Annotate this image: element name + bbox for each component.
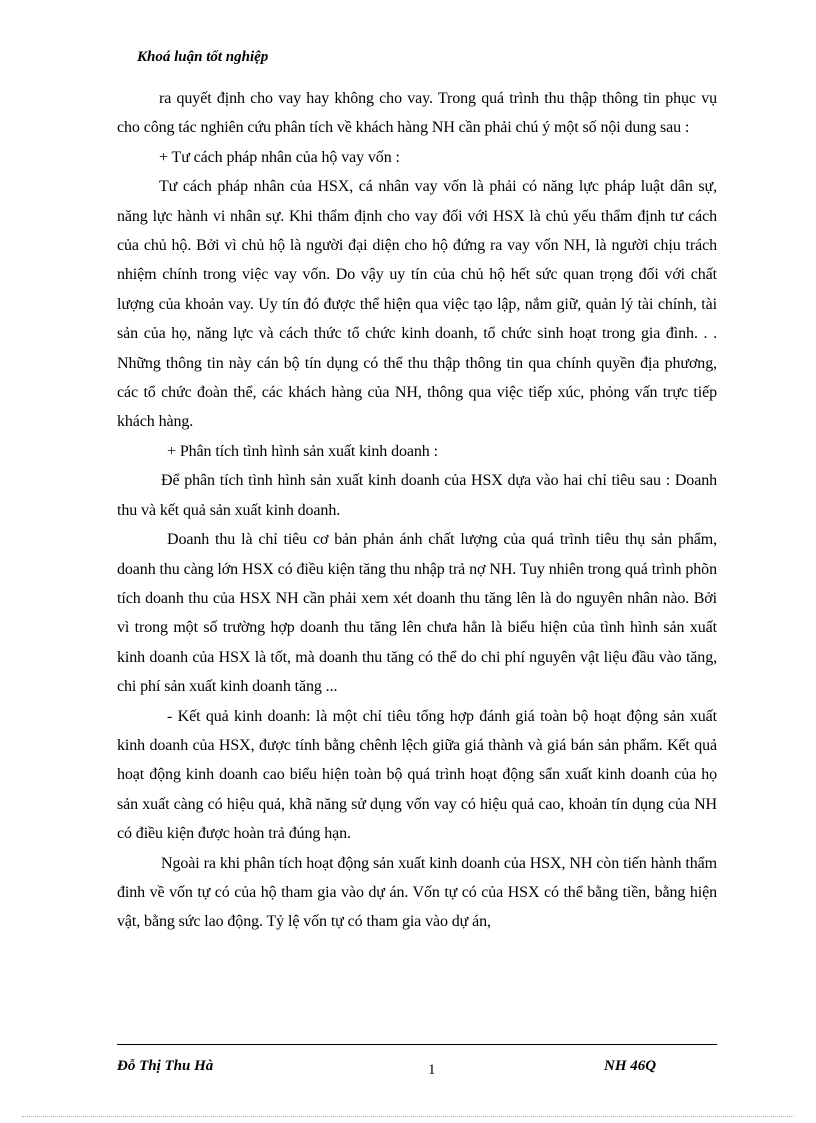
footer-class-code: NH 46Q xyxy=(604,1058,657,1074)
footer-divider xyxy=(117,1044,717,1045)
heading-business-analysis: + Phân tích tình hình sản xuất kinh doanh : xyxy=(167,442,438,460)
document-body xyxy=(117,84,717,937)
paragraph-legal-status: Tư cách pháp nhân của HSX, cá nhân vay vốn là phải có năng lực pháp luật dân sự, năng lực hành vi nhân sự. Khi thẩm định cho vay đối với HSX là chủ yếu thẩm định tư cách của chủ hộ. Bởi vì chủ hộ là người đại diện cho hộ đứng ra vay vốn NH, là người chịu trách nhiệm chính trong việc vay vốn. Do vậy uy tín của chủ hộ hết sức quan trọng đối với chất lượng của khoản vay. Uy tín đó được thể hiện qua việc tạo lập, nắm giữ, quản lý tài chính, tài sản của họ, năng lực và cách thức tổ chức kinh doanh, tổ chức sinh hoạt trong gia đình. . . Những thông tin này cán bộ tín dụng có thể thu thập thông tin qua chính quyền địa phương, các tổ chức đoàn thể, các khách hàng của NH, thông qua việc tiếp xúc, phỏng vấn trực tiếp khách hàng. xyxy=(117,178,717,431)
heading-legal-status: + Tư cách pháp nhân của hộ vay vốn : xyxy=(159,148,400,166)
paragraph-business-result: - Kết quả kinh doanh: là một chỉ tiêu tổng hợp đánh giá toàn bộ hoạt động sản xuất kinh doanh của HSX, được tính bằng chênh lệch giữa giá thành và giá bán sản phẩm. Kết quả hoạt động kinh doanh cao biểu hiện toàn bộ quá trình hoạt động sẩn xuất kinh doanh của họ sản xuất càng có hiệu quả, khã năng sử dụng vốn vay có hiệu quả cao, khoản tín dụng của NH có điều kiện được hoàn trả đúng hạn. xyxy=(117,707,717,843)
page-bottom-dotted-line xyxy=(22,1116,794,1117)
page-number: 1 xyxy=(428,1062,436,1078)
footer-author: Đỗ Thị Thu Hà xyxy=(117,1058,214,1074)
paragraph-revenue: Doanh thu là chỉ tiêu cơ bản phản ánh chất lượng của quá trình tiêu thụ sản phẩm, doanh thu càng lớn HSX có điều kiện tăng thu nhập trả nợ NH. Tuy nhiên trong quá trình phõn tích doanh thu của HSX NH cần phải xem xét doanh thu tăng lên là do nguyên nhân nào. Bởi vì trong một số trường hợp doanh thu tăng lên chưa hẳn là biểu hiện của tình hình sản xuất kinh doanh của HSX là tốt, mà doanh thu tăng có thể do chi phí nguyên vật liệu đầu vào tăng, chi phí sản xuất kinh doanh tăng ... xyxy=(117,531,717,696)
paragraph-intro: ra quyết định cho vay hay không cho vay. Trong quá trình thu thập thông tin phục vụ cho công tác nghiên cứu phân tích về khách hàng NH cần phải chú ý một số nội dung sau : xyxy=(117,90,717,137)
running-header-title: Khoá luận tốt nghiệp xyxy=(137,49,269,65)
paragraph-business-criteria: Để phân tích tình hình sản xuất kinh doanh của HSX dựa vào hai chỉ tiêu sau : Doanh thu và kết quả sản xuất kinh doanh. xyxy=(117,472,717,519)
paragraph-own-capital: Ngoài ra khi phân tích hoạt động sản xuất kinh doanh của HSX, NH còn tiến hành thẩm đinh về vốn tự có của hộ tham gia vào dự án. Vốn tự có của HSX có thể bằng tiền, bằng hiện vật, bằng sức lao động. Tỷ lệ vốn tự có tham gia vào dự án, xyxy=(117,854,717,931)
